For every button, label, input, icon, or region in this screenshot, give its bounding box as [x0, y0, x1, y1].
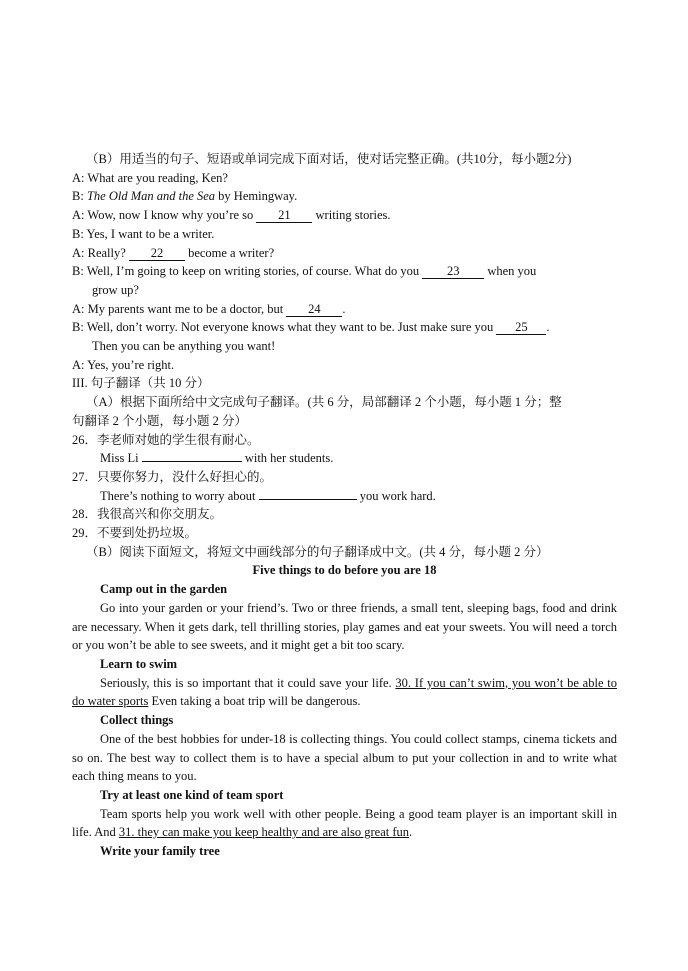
blank-22[interactable]: 22 [129, 246, 185, 261]
passage-heading-4: Try at least one kind of team sport [100, 787, 284, 802]
dialogue-line-9: A: Yes, you’re right. [72, 357, 175, 372]
question-26: 26．李老师对她的学生很有耐心。 [72, 432, 260, 447]
dialogue-line-8: B: Well, don’t worry. Not everyone knows what they want to be. Just make sure you 25 . [72, 320, 550, 335]
passage-title: Five things to do before you are 18 [252, 563, 437, 578]
question-26-answer: Miss Li with her students. [100, 451, 334, 466]
passage-paragraph-4: Team sports help you work well with other people. Being a good team player is an important skill in life. And 31. they can make you keep healthy and are also great fun. [72, 806, 617, 840]
passage-paragraph-1: Go into your garden or your friend’s. Two or three friends, a small tent, sleeping bags, food and drink are necessary. When it gets dark, tell thrilling stories, play games and eat your sweets. You will need a torch or you won’t be able to see sweets, and it might get a bit too scary. [72, 600, 617, 653]
section-3a-instructions: （A）根据下面所给中文完成句子翻译。(共 6 分，局部翻译 2 个小题，每小题 1 分；整 [86, 395, 562, 410]
dialogue-line-6: B: Well, I’m going to keep on writing stories, of course. What do you 23 when you [72, 264, 537, 279]
passage-heading-1: Camp out in the garden [100, 582, 228, 597]
worksheet-page [72, 150, 617, 861]
underlined-sentence-31: 31. they can make you keep healthy and are also great fun [118, 825, 410, 840]
blank-23[interactable]: 23 [422, 264, 484, 279]
dialogue-line-5: A: Really? 22 become a writer? [72, 245, 275, 260]
underlined-sentence-30: 30. If you can’t swim, you won’t be able to do water sports [72, 675, 617, 709]
dialogue-line-6-cont: grow up? [92, 282, 139, 297]
dialogue-line-8-cont: Then you can be anything you want! [92, 339, 276, 354]
dialogue-line-2: B: The Old Man and the Sea by Hemingway. [72, 189, 298, 204]
blank-27[interactable] [259, 499, 357, 500]
book-title: The Old Man and the Sea [86, 189, 216, 204]
blank-24[interactable]: 24 [286, 302, 342, 317]
section-3b-instructions: （B）阅读下面短文，将短文中画线部分的句子翻译成中文。(共 4 分，每小题 2 分） [86, 544, 549, 559]
passage-paragraph-2: Seriously, this is so important that it could save your life. 30. If you can’t swim, you won’t be able to do water sports Even taking a boat trip will be dangerous. [72, 675, 617, 709]
passage-paragraph-3: One of the best hobbies for under-18 is collecting things. You could collect stamps, cinema tickets and so on. The best way to collect them is to have a special album to put your collection in and to write what each thing means to you. [72, 731, 617, 784]
section-3a-instructions-cont: 句翻译 2 个小题，每小题 2 分） [72, 413, 248, 428]
question-27-answer: There’s nothing to worry about you work hard. [100, 488, 436, 503]
passage-heading-3: Collect things [100, 713, 174, 728]
blank-26[interactable] [142, 461, 242, 462]
dialogue-line-1: A: What are you reading, Ken? [72, 170, 228, 185]
blank-25[interactable]: 25 [496, 320, 546, 335]
passage-heading-5: Write your family tree [100, 844, 220, 859]
question-29: 29．不要到处扔垃圾。 [72, 526, 198, 541]
dialogue-line-7: A: My parents want me to be a doctor, but 24 . [72, 301, 346, 316]
passage-heading-2: Learn to swim [100, 656, 178, 671]
question-28: 28．我很高兴和你交朋友。 [72, 507, 223, 522]
dialogue-line-4: B: Yes, I want to be a writer. [72, 226, 215, 241]
section-3-heading: III. 句子翻译（共 10 分） [72, 376, 210, 391]
blank-21[interactable]: 21 [256, 208, 312, 223]
question-27: 27．只要你努力，没什么好担心的。 [72, 469, 273, 484]
dialogue-line-3: A: Wow, now I know why you’re so 21 writing stories. [72, 208, 391, 223]
part-b-instructions: （B）用适当的句子、短语或单词完成下面对话，使对话完整正确。(共10分，每小题2分) [86, 152, 572, 166]
